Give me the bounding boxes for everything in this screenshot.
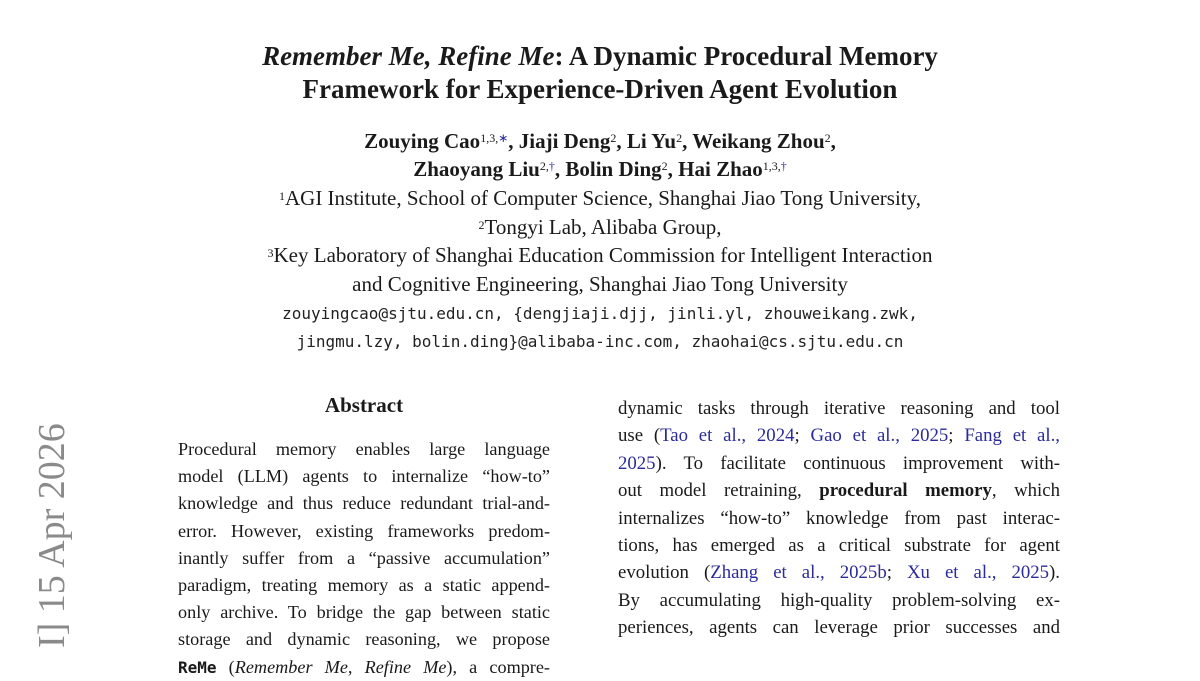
- author-list: [0, 127, 1200, 183]
- author: [413, 157, 555, 181]
- intro-line: tions, has emerged as a critical substrate for agent: [618, 535, 1060, 557]
- intro-line: [618, 450, 1060, 477]
- affiliation: [0, 213, 1200, 242]
- corresponding-mark[interactable]: ∗: [498, 131, 509, 145]
- affiliation: [0, 270, 1200, 299]
- affiliations: [0, 184, 1200, 298]
- abstract-line: storage and dynamic reasoning, we propose: [178, 629, 550, 650]
- introduction-text: [618, 395, 1060, 642]
- text-span: ). To facilitate continuous improvement with-: [655, 452, 1060, 474]
- author: [364, 129, 508, 153]
- text-span: use (: [618, 425, 661, 447]
- affiliation-sup: 3: [267, 246, 274, 260]
- intro-line: [618, 477, 1060, 504]
- reme-expansion: Remember Me, Refine Me: [234, 656, 447, 677]
- reme-name: ReMe: [178, 657, 217, 677]
- intro-line: internalizes “how-to” knowledge from past interac-: [618, 507, 1060, 529]
- intro-line: [618, 422, 1060, 449]
- affiliation: [0, 184, 1200, 213]
- author-line-2: Zhaoyang Liu$^{2,\dagger}$, Bolin Ding$^2$, Hai Zhao$^{1,3,\dagger}$: [413, 157, 787, 181]
- text-span: evolution (: [618, 562, 711, 584]
- author-name: Hai Zhao: [678, 157, 763, 181]
- author-affil-sup: 2: [610, 131, 617, 145]
- citation-link[interactable]: Tao et al., 2024: [660, 425, 795, 447]
- text-span: ).: [1049, 562, 1060, 584]
- title-italic: Remember Me, Refine Me: [262, 41, 555, 71]
- intro-line: dynamic tasks through iterative reasoning and tool: [618, 398, 1060, 419]
- author-line-1: Zouying Cao$^{1,3,∗}$, Jiaji Deng$^2$, Li Yu$^2$, Weikang Zhou$^2$,: [364, 129, 836, 153]
- title-line-1: [0, 40, 1200, 73]
- corresponding-mark[interactable]: †: [548, 159, 555, 173]
- intro-line: By accumulating high-quality problem-solving ex-: [618, 589, 1060, 611]
- abstract-body: [178, 436, 550, 681]
- title-line-2: Framework for Experience-Driven Agent Evolution: [302, 74, 898, 104]
- author-name: Jiaji Deng: [518, 129, 611, 153]
- affiliation-text: Key Laboratory of Shanghai Education Commission for Intelligent Interaction: [273, 243, 933, 267]
- author: [565, 157, 667, 181]
- email-line: jingmu.lzy, bolin.ding}@alibaba-inc.com, zhaohai@cs.sjtu.edu.cn: [296, 332, 904, 351]
- text-span: ), a compre-: [446, 656, 550, 677]
- paper-title: [0, 40, 1200, 106]
- arxiv-side-stamp: I] 15 Apr 2026: [31, 423, 73, 648]
- abstract-line: Procedural memory enables large language: [178, 439, 550, 459]
- author-affil-sup: 1,3,: [480, 131, 499, 145]
- abstract-line: inantly suffer from a “passive accumulation”: [178, 547, 550, 568]
- text-span: (: [216, 656, 235, 677]
- affiliation-sup: 1: [278, 189, 285, 203]
- author-affil-sup: 2: [824, 131, 831, 145]
- affiliation: [0, 241, 1200, 270]
- author-name: Zhaoyang Liu: [413, 157, 540, 181]
- affiliation-sup: 2: [478, 217, 485, 232]
- text-span: ;: [886, 562, 907, 584]
- text-span: ;: [948, 425, 965, 447]
- author: [519, 129, 617, 153]
- author-affil-sup: 1,3,: [762, 159, 781, 173]
- author-affil-sup: 2: [661, 159, 668, 173]
- author-name: Zouying Cao: [364, 129, 481, 153]
- abstract-line: paradigm, treating memory as a static append-: [178, 575, 550, 596]
- author-affil-sup: 2,: [539, 159, 549, 173]
- author: [692, 129, 830, 153]
- abstract-line: error. However, existing frameworks predom-: [178, 520, 550, 541]
- author-name: Bolin Ding: [565, 157, 662, 181]
- author-affil-sup: 2: [676, 131, 683, 145]
- abstract-line: [178, 654, 550, 681]
- affiliation-text: AGI Institute, School of Computer Science, Shanghai Jiao Tong University,: [284, 186, 922, 210]
- abstract-heading: Abstract: [324, 393, 404, 417]
- text-span: , which: [991, 480, 1061, 502]
- author: [678, 157, 787, 181]
- emphasis-term: procedural memory: [819, 480, 992, 502]
- author: [627, 129, 682, 153]
- corresponding-mark[interactable]: †: [780, 159, 787, 173]
- citation-link[interactable]: Gao et al., 2025: [810, 425, 949, 447]
- text-span: ;: [794, 425, 811, 447]
- email-line: zouyingcao@sjtu.edu.cn, {dengjiaji.djj, jinli.yl, zhouweikang.zwk,: [282, 304, 918, 323]
- affiliation-text: and Cognitive Engineering, Shanghai Jiao Tong University: [352, 271, 848, 296]
- author-name: Li Yu: [626, 129, 677, 153]
- author-emails: [0, 300, 1200, 356]
- title-rest: : A Dynamic Procedural Memory: [554, 41, 938, 71]
- text-span: out model retraining,: [618, 480, 820, 502]
- intro-line: [618, 559, 1060, 586]
- citation-link[interactable]: Zhang et al., 2025b: [710, 562, 887, 584]
- citation-link[interactable]: 2025: [618, 452, 656, 474]
- intro-line: periences, agents can leverage prior successes and: [618, 617, 1060, 639]
- abstract-line: model (LLM) agents to internalize “how-to”: [178, 466, 550, 487]
- affiliation-text: Tongyi Lab, Alibaba Group,: [484, 214, 722, 239]
- citation-link[interactable]: Fang et al.,: [964, 425, 1061, 447]
- abstract-line: only archive. To bridge the gap between static: [178, 602, 550, 623]
- abstract-line: knowledge and thus reduce redundant trial-and-: [178, 493, 550, 514]
- author-name: Weikang Zhou: [692, 129, 825, 153]
- citation-link[interactable]: Xu et al., 2025: [906, 562, 1050, 584]
